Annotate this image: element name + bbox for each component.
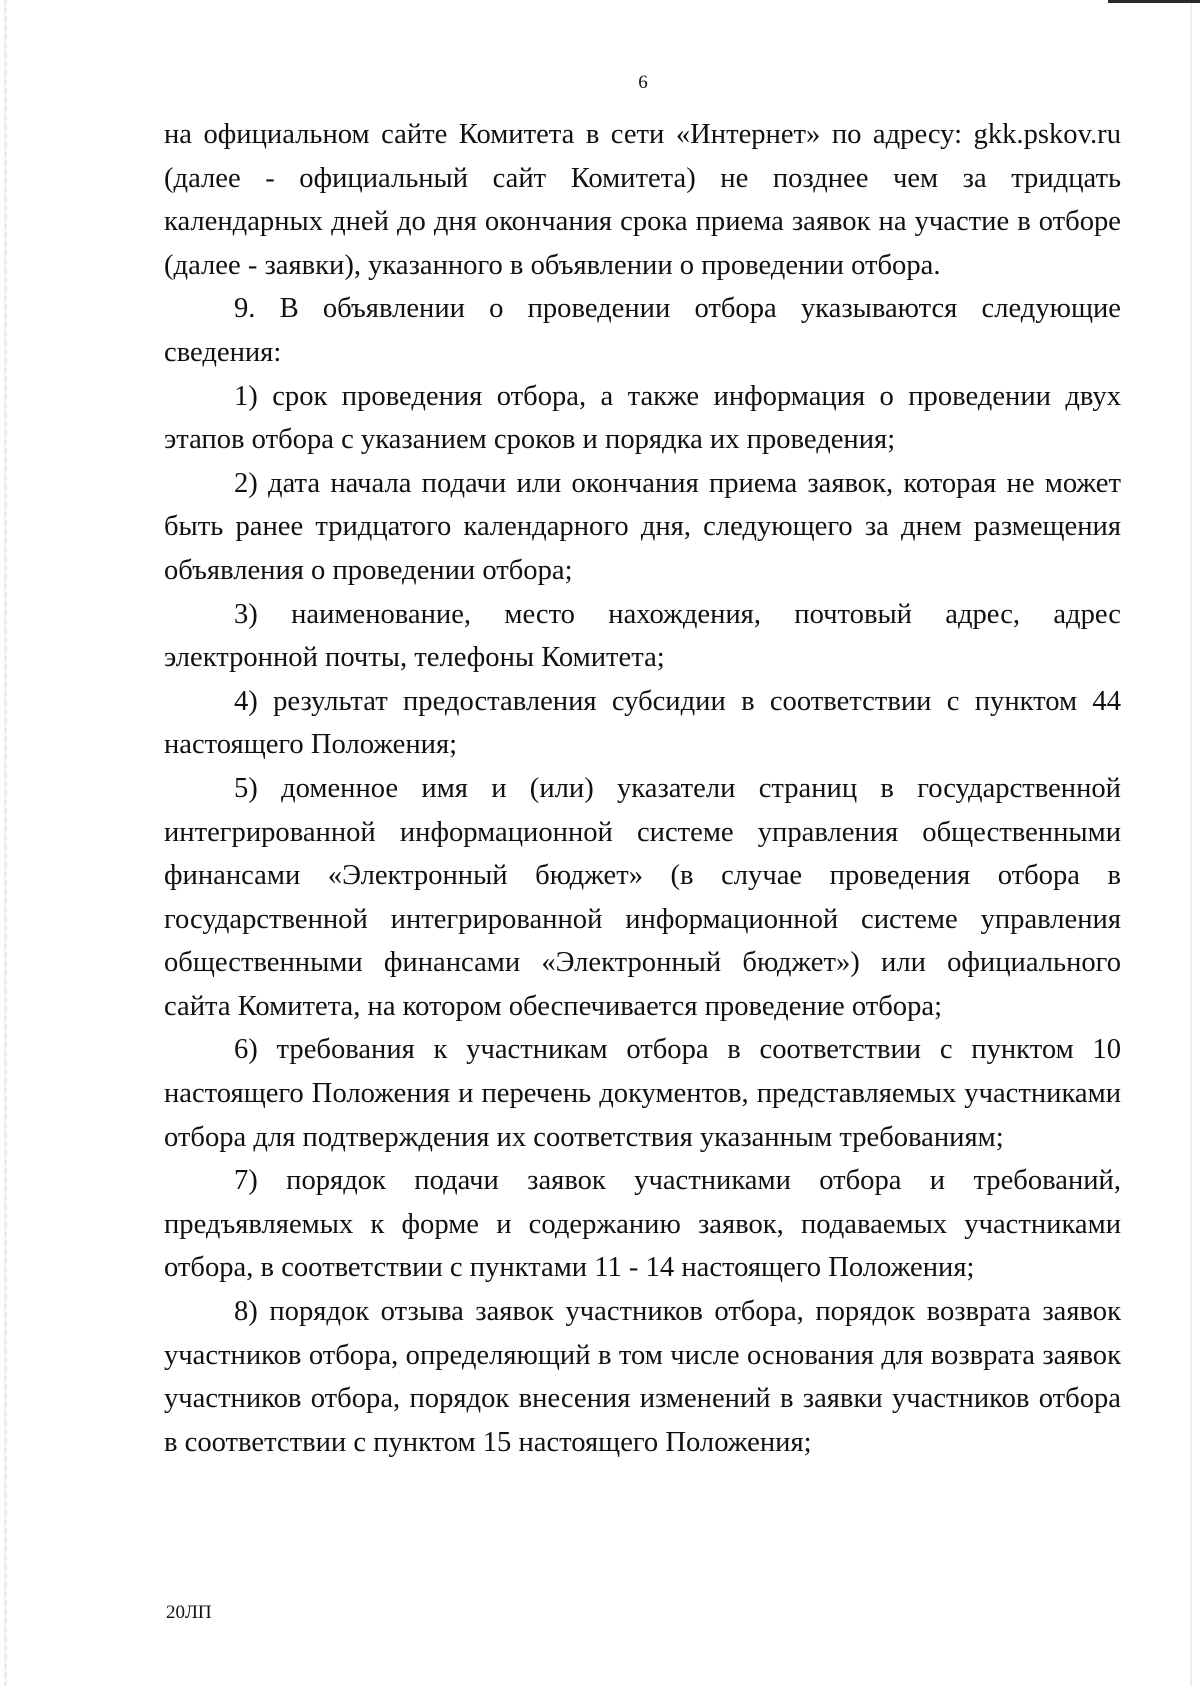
paragraph-subitem-3: 3) наименование, место нахождения, почтовый адрес, адрес электронной почты, телефоны Комитета; xyxy=(164,598,1121,674)
paragraph-subitem-4: 4) результат предоставления субсидии в соответствии с пунктом 44 настоящего Положения; xyxy=(164,685,1121,761)
paragraph-item-9: 9. В объявлении о проведении отбора указываются следующие сведения: xyxy=(164,293,1121,368)
paragraph-subitem-7: 7) порядок подачи заявок участниками отбора и требований, предъявляемых к форме и содержанию заявок, подаваемых участниками отбора, в соответствии с пунктами 11 - 14 настоящего Положения; xyxy=(164,1165,1121,1284)
paragraph-continuation: на официальном сайте Комитета в сети «Интернет» по адресу: gkk.pskov.ru (далее - официальный сайт Комитета) не позднее чем за тридцать календарных дней до дня окончания срока приема заявок на участие в отборе (далее - заявки), указанного в объявлении о проведении отбора. xyxy=(164,119,1121,281)
paragraph-subitem-8: 8) порядок отзыва заявок участников отбора, порядок возврата заявок участников отбора, определяющий в том числе основания для возврата заявок участников отбора, порядок внесения изменений в заявки участников отбора в соответствии с пунктом 15 настоящего Положения; xyxy=(164,1296,1121,1458)
paragraph-subitem-6: 6) требования к участникам отбора в соответствии с пунктом 10 настоящего Положения и перечень документов, представляемых участниками отбора для подтверждения их соответствия указанным требованиям; xyxy=(164,1034,1121,1153)
scan-edge-right xyxy=(1190,0,1192,1686)
document-body xyxy=(164,113,1121,1464)
paragraph-subitem-2: 2) дата начала подачи или окончания приема заявок, которая не может быть ранее тридцатого календарного дня, следующего за днем размещения объявления о проведении отбора; xyxy=(164,467,1121,586)
page-number: 6 xyxy=(638,72,648,93)
scan-corner-mark xyxy=(1108,0,1200,3)
scan-edge-left xyxy=(4,0,7,1686)
paragraph-subitem-5: 5) доменное имя и (или) указатели страниц в государственной интегрированной информационной системе управления общественными финансами «Электронный бюджет» (в случае проведения отбора в государственной интегрированной информационной системе управления общественными финансами «Электронный бюджет») или официального сайта Комитета, на котором обеспечивается проведение отбора; xyxy=(164,772,1121,1022)
footer-document-code: 20ЛП xyxy=(166,1602,212,1623)
paragraph-subitem-1: 1) срок проведения отбора, а также информация о проведении двух этапов отбора с указанием сроков и порядка их проведения; xyxy=(164,380,1121,456)
